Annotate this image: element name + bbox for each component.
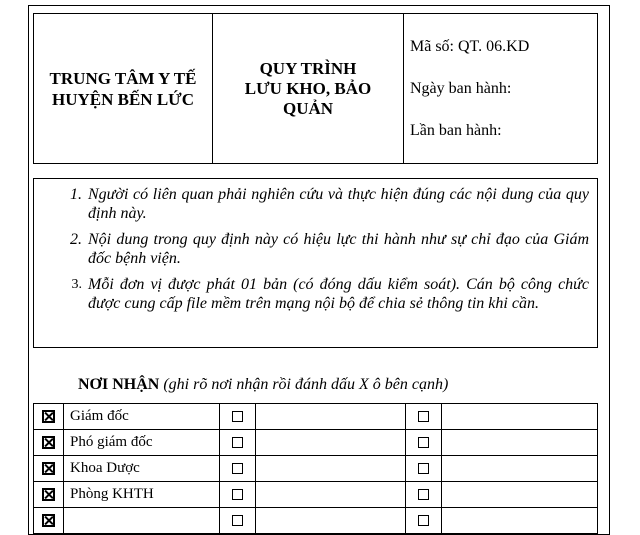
empty-checkbox-icon[interactable] [418,463,429,474]
table-row [34,430,598,456]
blank-cell[interactable] [256,482,406,508]
checked-checkbox-icon[interactable] [42,410,55,423]
recipient-label: Giám đốc [64,404,220,430]
empty-checkbox-icon[interactable] [418,437,429,448]
empty-checkbox-icon[interactable] [232,411,243,422]
empty-checkbox-icon[interactable] [232,437,243,448]
blank-cell[interactable] [442,430,598,456]
empty-checkbox-icon[interactable] [232,463,243,474]
table-row [34,456,598,482]
blank-cell[interactable] [442,456,598,482]
empty-checkbox-icon[interactable] [418,515,429,526]
note-text: Nội dung trong quy định này có hiệu lực thi hành như sự chỉ đạo của Giám đốc bệnh viện. [88,231,589,267]
document-header [33,13,598,164]
checked-checkbox-icon[interactable] [42,514,55,527]
blank-cell[interactable] [256,456,406,482]
recipients-subtitle: (ghi rõ nơi nhận rồi đánh dấu X ô bên cạnh) [163,376,449,393]
recipient-label: Phòng KHTH [64,482,220,508]
recipient-label: Khoa Dược [64,456,220,482]
empty-checkbox-icon[interactable] [232,515,243,526]
empty-checkbox-icon[interactable] [232,489,243,500]
blank-cell [64,508,220,534]
org-line-2: HUYỆN BẾN LỨC [51,89,194,109]
empty-checkbox-icon[interactable] [418,489,429,500]
blank-cell[interactable] [442,404,598,430]
recipient-label: Phó giám đốc [64,430,220,456]
recipients-heading [78,376,448,394]
title-line-2: LƯU KHO, BẢO [244,78,372,98]
blank-cell[interactable] [442,508,598,534]
empty-checkbox-icon[interactable] [418,411,429,422]
checked-checkbox-icon[interactable] [42,488,55,501]
recipients-table [33,403,598,534]
note-text: Mỗi đơn vị được phát 01 bản (có đóng dấu kiểm soát). Cán bộ công chức được cung cấp file mềm trên mạng nội bộ để chia sẻ thông tin khi cần. [88,276,589,312]
note-number: 3. [71,277,82,292]
blank-cell[interactable] [256,508,406,534]
checked-checkbox-icon[interactable] [42,436,55,449]
table-row [34,508,598,534]
note-text: Người có liên quan phải nghiên cứu và thực hiện đúng các nội dung của quy định này. [88,186,589,222]
title-line-1: QUY TRÌNH [259,58,357,78]
organization-cell [34,14,213,163]
revision-number: Lần ban hành: [410,122,502,139]
document-meta-cell [404,14,597,163]
table-row [34,482,598,508]
recipients-title: NƠI NHẬN [78,376,160,393]
org-line-1: TRUNG TÂM Y TẾ [49,68,197,88]
note-number: 1. [70,186,82,203]
blank-cell[interactable] [256,404,406,430]
blank-cell[interactable] [256,430,406,456]
procedure-title-cell [213,14,404,163]
blank-cell[interactable] [442,482,598,508]
checked-checkbox-icon[interactable] [42,462,55,475]
note-item [34,275,589,313]
note-number: 2. [70,231,82,248]
document-code: Mã số: QT. 06.KD [410,38,530,55]
issue-date: Ngày ban hành: [410,80,512,97]
title-line-3: QUẢN [282,98,334,118]
note-item [34,230,589,268]
instructions-box [33,178,598,348]
table-row [34,404,598,430]
note-item [34,185,589,223]
